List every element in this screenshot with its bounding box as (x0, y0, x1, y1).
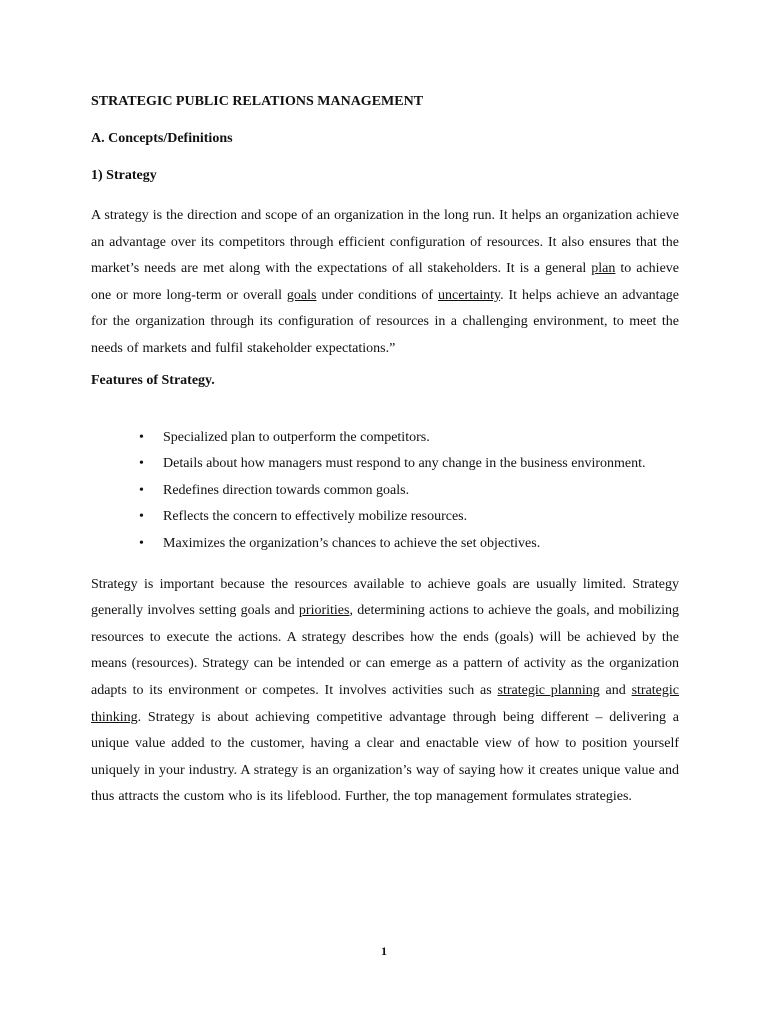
bullet-icon: • (139, 456, 144, 472)
para2-text-2: , determining actions to achieve the goals, and mobilizing resources to execute the actions. A strategy describes how the ends (goals) will be achieved by the means (resources). Strategy can be intended or can emerge as a pattern of activity as the organization adapts to its environment or competes. It involves activities such as (91, 603, 679, 698)
document-page (91, 92, 679, 819)
feature-text: Reflects the concern to effectively mobilize resources. (163, 509, 468, 525)
feature-text: Details about how managers must respond to any change in the business environment. (163, 456, 646, 472)
para1-text-1: A strategy is the direction and scope of an organization in the long run. It helps an organization achieve an advantage over its competitors through efficient configuration of resources. It also ensures that the market’s needs are met along with the expectations of all stakeholders. It is a general (91, 208, 679, 277)
strategic-planning-link[interactable]: strategic planning (497, 682, 600, 698)
para2-text-4: . Strategy is about achieving competitive advantage through being different – delivering a unique value added to the customer, having a clear and enactable view of how to position yourself uniquely in your industry. A strategy is an organization’s way of saying how it creates unique value and thus attracts the custom who is its lifeblood. Further, the top management formulates strategies. (91, 709, 679, 805)
bullet-icon: • (139, 535, 144, 551)
list-item (139, 425, 679, 452)
strategy-importance-paragraph (91, 572, 679, 811)
page-number: 1 (381, 944, 387, 958)
document-title: STRATEGIC PUBLIC RELATIONS MANAGEMENT (91, 94, 424, 109)
uncertainty-link[interactable]: uncertainty (438, 287, 501, 303)
feature-text: Specialized plan to outperform the competitors. (163, 429, 430, 445)
para2-text-3: and (599, 682, 632, 698)
priorities-link[interactable]: priorities (298, 603, 350, 619)
para1-text-4: . It helps achieve an advantage for the organization through its configuration of resources in a challenging environment, to meet the needs of markets and fulfil stakeholder expectations.” (91, 287, 679, 356)
list-item (139, 478, 679, 505)
sub-heading-strategy: 1) Strategy (91, 168, 157, 183)
plan-link[interactable]: plan (591, 261, 616, 277)
list-item (139, 504, 679, 531)
list-item (139, 451, 679, 478)
bullet-icon: • (139, 509, 144, 525)
bullet-icon: • (139, 482, 144, 498)
feature-text: Redefines direction towards common goals. (163, 482, 410, 498)
para2-text-1: Strategy is important because the resources available to achieve goals are usually limited. Strategy generally involves setting goals and (91, 576, 679, 619)
section-heading: A. Concepts/Definitions (91, 131, 233, 146)
feature-text: Maximizes the organization’s chances to achieve the set objectives. (163, 535, 541, 551)
para1-text-3: under conditions of (316, 287, 439, 303)
para1-text-2: to achieve one or more long-term or overall (91, 261, 679, 303)
bullet-icon: • (139, 429, 144, 445)
features-list (91, 425, 679, 558)
goals-link[interactable]: goals (286, 287, 317, 303)
features-heading: Features of Strategy. (91, 372, 215, 388)
strategic-thinking-link[interactable]: strategic thinking (91, 682, 679, 725)
strategy-definition-paragraph (91, 203, 679, 363)
list-item (139, 531, 679, 558)
